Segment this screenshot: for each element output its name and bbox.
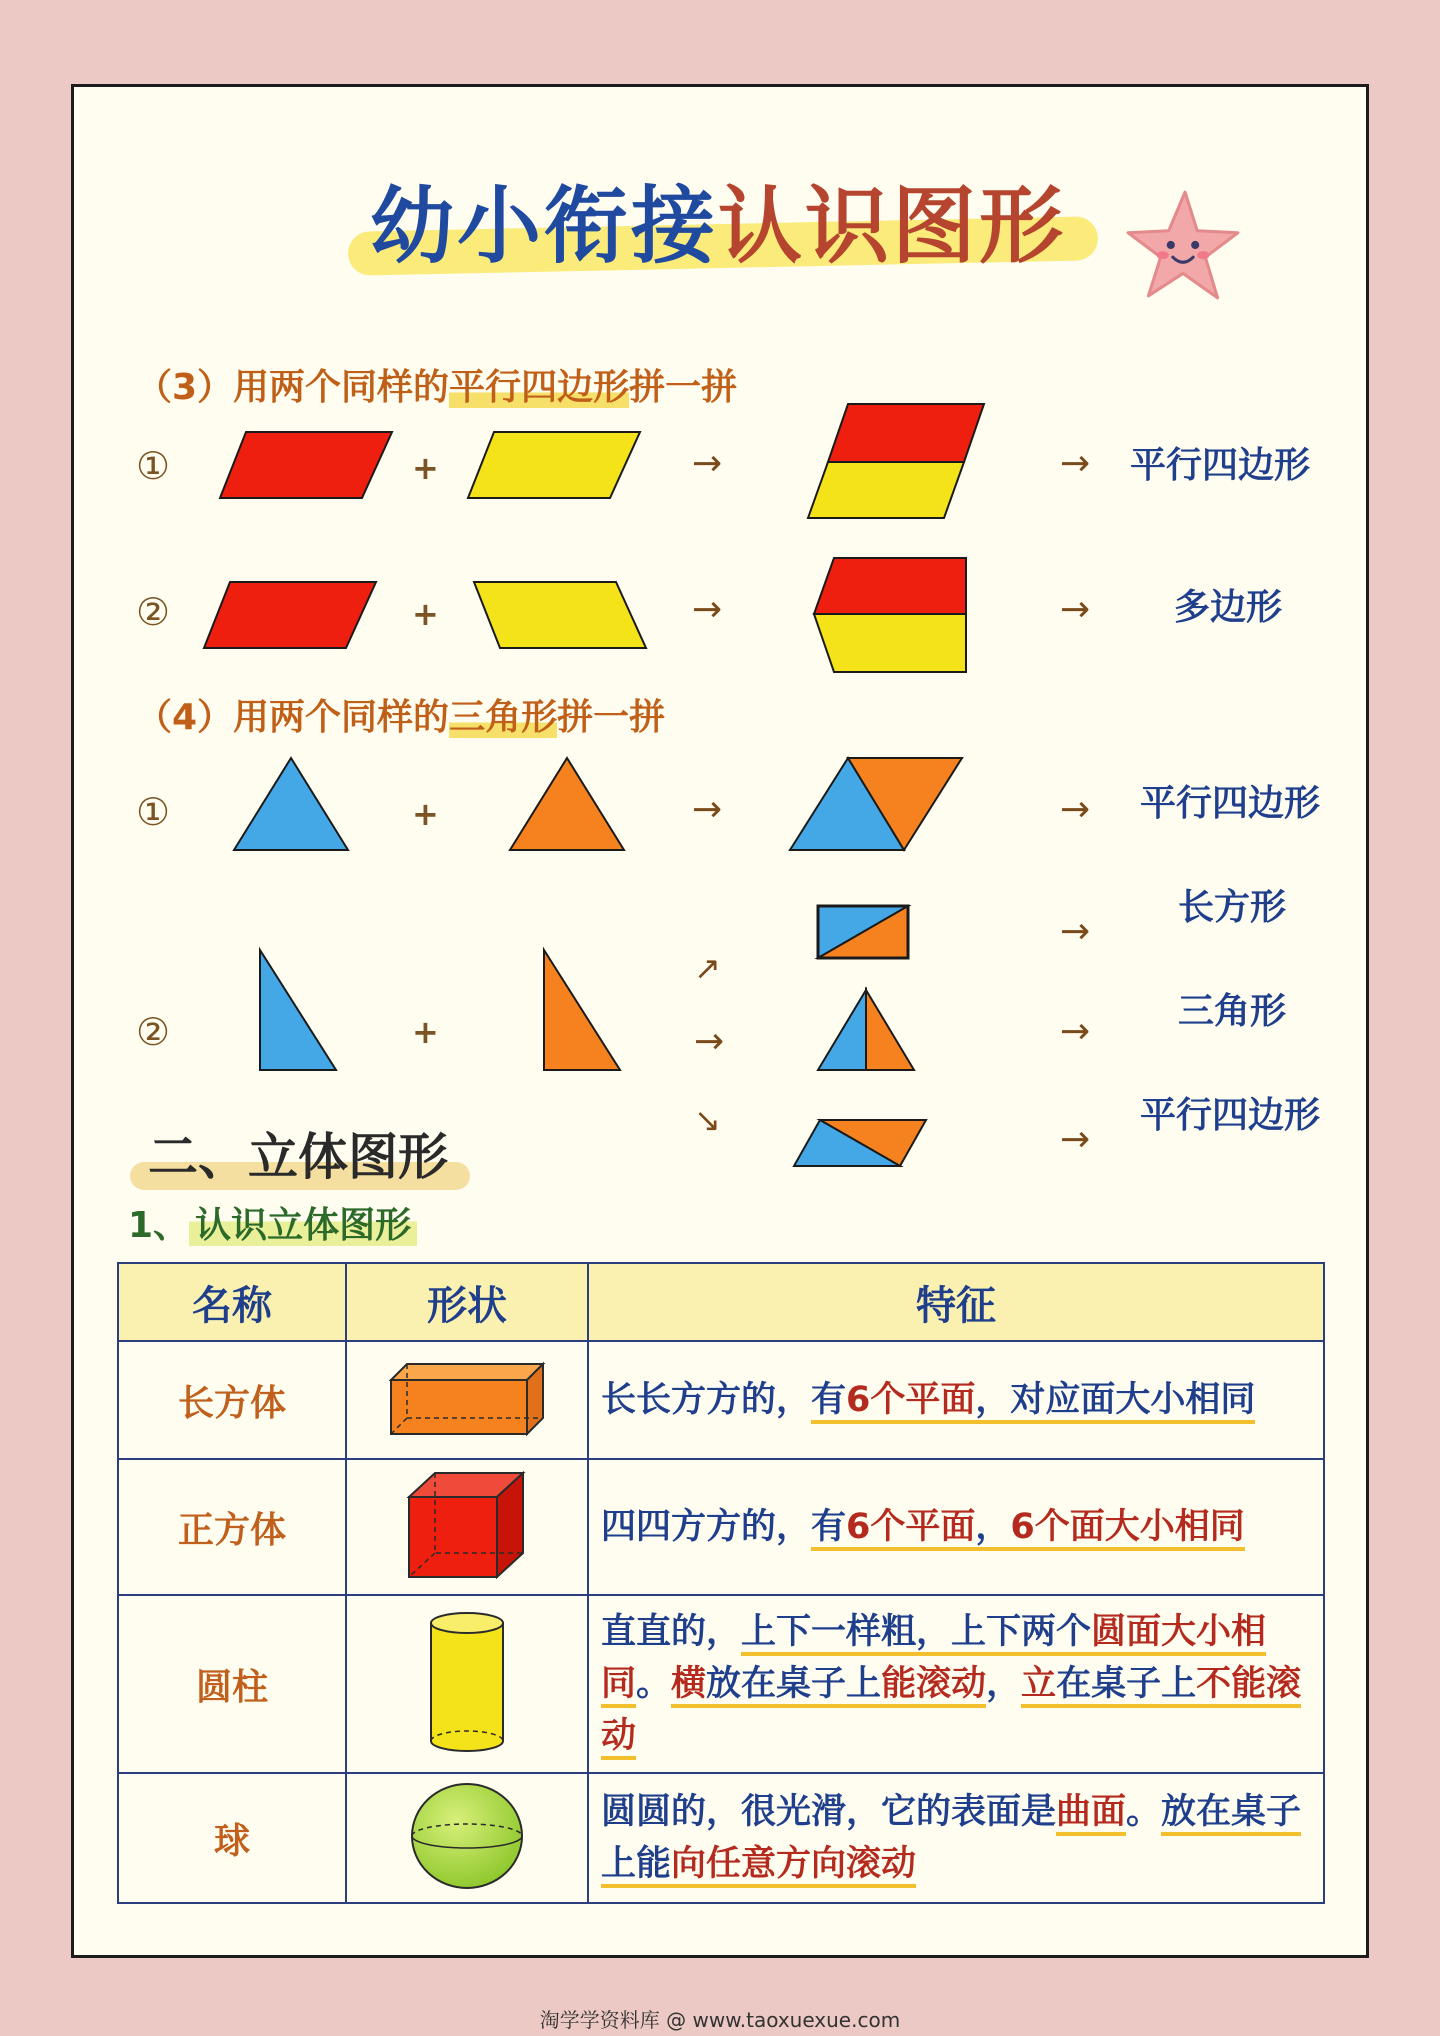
feature-underline: 上下一样粗， xyxy=(741,1612,951,1656)
yellow-parallelogram-icon xyxy=(464,430,644,502)
section4-heading xyxy=(136,694,665,742)
table-row xyxy=(118,1773,1324,1903)
section4-prefix: （4）用两个同样的 xyxy=(136,697,450,738)
subsection-title: 认识立体图形 xyxy=(189,1205,417,1246)
plus-sign: + xyxy=(412,795,439,833)
feature-emphasis: 曲面 xyxy=(1056,1792,1127,1832)
shape-name: 正方体 xyxy=(118,1459,346,1595)
combined-parallelogram-icon xyxy=(800,400,990,522)
feature-underline xyxy=(811,1507,1245,1551)
shape-name: 长方体 xyxy=(118,1341,346,1459)
blue-right-triangle-icon xyxy=(256,946,340,1074)
item-number: ② xyxy=(136,590,171,634)
arrow-icon: → xyxy=(692,789,723,830)
section3-heading xyxy=(136,364,737,412)
arrow-icon: → xyxy=(692,443,723,484)
result-label: 多边形 xyxy=(1174,587,1283,628)
plus-sign: + xyxy=(412,1013,439,1051)
arrow-icon: → xyxy=(1060,911,1091,952)
combined-polygon-icon xyxy=(810,554,972,676)
feature-text: 圆圆的，很光滑，它的表面是 xyxy=(601,1792,1057,1832)
parallelogram-composite-icon xyxy=(790,1116,930,1170)
feature-text: ，对应面大小相同 xyxy=(975,1380,1256,1420)
cylinder-icon xyxy=(427,1609,507,1755)
blue-triangle-icon xyxy=(230,754,352,854)
feature-underline xyxy=(671,1664,986,1708)
section3-suffix: 拼一拼 xyxy=(629,367,738,408)
result-label: 三角形 xyxy=(1178,991,1287,1032)
feature-text: 有 xyxy=(811,1507,847,1547)
orange-right-triangle-icon xyxy=(540,946,624,1074)
arrow-icon: → xyxy=(694,1021,725,1062)
title-part1: 幼小衔接 xyxy=(370,177,719,275)
feature-text: ， xyxy=(975,1507,1011,1547)
section2-heading xyxy=(130,1120,480,1200)
result-label: 长方形 xyxy=(1178,887,1287,928)
arrow-icon: → xyxy=(692,589,723,630)
feature-emphasis: 立 xyxy=(1021,1664,1057,1704)
shape-name: 球 xyxy=(118,1773,346,1903)
feature-emphasis: 向任意方向滚动 xyxy=(671,1844,917,1884)
feature-emphasis: 6个面大小相同 xyxy=(1010,1507,1245,1547)
feature-text: 有 xyxy=(811,1380,847,1420)
arrow-icon: → xyxy=(1060,1011,1091,1052)
result-label: 平行四边形 xyxy=(1140,1095,1321,1136)
subsection-heading xyxy=(128,1202,417,1250)
shape-cell xyxy=(346,1459,588,1595)
arrow-down-icon: ↘ xyxy=(694,1101,721,1139)
arrow-icon: → xyxy=(1060,443,1091,484)
yellow-parallelogram-icon xyxy=(470,580,650,652)
feature-text: 放在桌子上 xyxy=(706,1664,882,1704)
table-header-row xyxy=(118,1263,1324,1341)
red-parallelogram-icon xyxy=(200,580,380,652)
feature-emphasis: 横 xyxy=(671,1664,707,1704)
item-number: ② xyxy=(136,1010,171,1054)
shape-feature xyxy=(588,1773,1324,1903)
feature-underline xyxy=(1056,1792,1126,1836)
feature-emphasis: 6个平面 xyxy=(846,1380,976,1420)
star-mascot-icon xyxy=(1122,186,1244,308)
orange-triangle-icon xyxy=(506,754,628,854)
page-title xyxy=(370,168,1066,284)
arrow-icon: → xyxy=(1060,789,1091,830)
arrow-icon: → xyxy=(1060,589,1091,630)
shape-feature xyxy=(588,1341,1324,1459)
feature-text: 上下两个 xyxy=(951,1612,1092,1652)
title-part2: 认识图形 xyxy=(718,177,1067,275)
feature-emphasis: 能滚动 xyxy=(881,1664,987,1704)
solid-shapes-table xyxy=(117,1262,1325,1904)
feature-text: 放在桌子上能 xyxy=(601,1792,1302,1884)
feature-text: 。 xyxy=(1126,1792,1162,1832)
subsection-number: 1、 xyxy=(128,1205,190,1246)
header-feature: 特征 xyxy=(588,1263,1324,1341)
feature-text: ， xyxy=(986,1664,1022,1704)
feature-text: 长长方方的， xyxy=(601,1380,812,1420)
cube-icon xyxy=(405,1469,529,1581)
section3-highlight: 平行四边形 xyxy=(449,367,630,408)
header-name: 名称 xyxy=(118,1263,346,1341)
shape-cell xyxy=(346,1773,588,1903)
shape-feature xyxy=(588,1595,1324,1773)
arrow-icon: → xyxy=(1060,1119,1091,1160)
feature-text: 。 xyxy=(636,1664,672,1704)
title-banner xyxy=(340,168,1120,284)
cuboid-icon xyxy=(387,1358,547,1438)
feature-text: 在桌子上 xyxy=(1056,1664,1197,1704)
triangle-composite-icon xyxy=(814,986,918,1074)
plus-sign: + xyxy=(412,449,439,487)
plus-sign: + xyxy=(412,595,439,633)
shape-name: 圆柱 xyxy=(118,1595,346,1773)
result-label: 平行四边形 xyxy=(1130,445,1311,486)
feature-text: 四四方方的， xyxy=(601,1507,812,1547)
feature-emphasis: 圆面大小相同 xyxy=(601,1612,1267,1704)
triangle-parallelogram-icon xyxy=(786,754,966,854)
section2-title: 二、立体图形 xyxy=(148,1128,448,1186)
arrow-up-icon: ↗ xyxy=(694,949,721,987)
table-row xyxy=(118,1459,1324,1595)
shape-cell xyxy=(346,1341,588,1459)
red-parallelogram-icon xyxy=(216,430,396,502)
footer-credit: 淘学学资料库 @ www.taoxuexue.com xyxy=(539,2008,901,2032)
table-row xyxy=(118,1595,1324,1773)
section4-suffix: 拼一拼 xyxy=(557,697,666,738)
header-shape: 形状 xyxy=(346,1263,588,1341)
sphere-icon xyxy=(408,1780,526,1892)
section4-highlight: 三角形 xyxy=(449,697,558,738)
item-number: ① xyxy=(136,790,171,834)
item-number: ① xyxy=(136,444,171,488)
feature-emphasis: 不能滚动 xyxy=(601,1664,1302,1756)
shape-feature xyxy=(588,1459,1324,1595)
feature-emphasis: 6个平面 xyxy=(846,1507,976,1547)
result-label: 平行四边形 xyxy=(1140,783,1321,824)
feature-underline xyxy=(811,1380,1255,1424)
rectangle-composite-icon xyxy=(814,902,912,962)
feature-text: 直直的， xyxy=(601,1612,742,1652)
shape-cell xyxy=(346,1595,588,1773)
section3-prefix: （3）用两个同样的 xyxy=(136,367,450,408)
table-row xyxy=(118,1341,1324,1459)
